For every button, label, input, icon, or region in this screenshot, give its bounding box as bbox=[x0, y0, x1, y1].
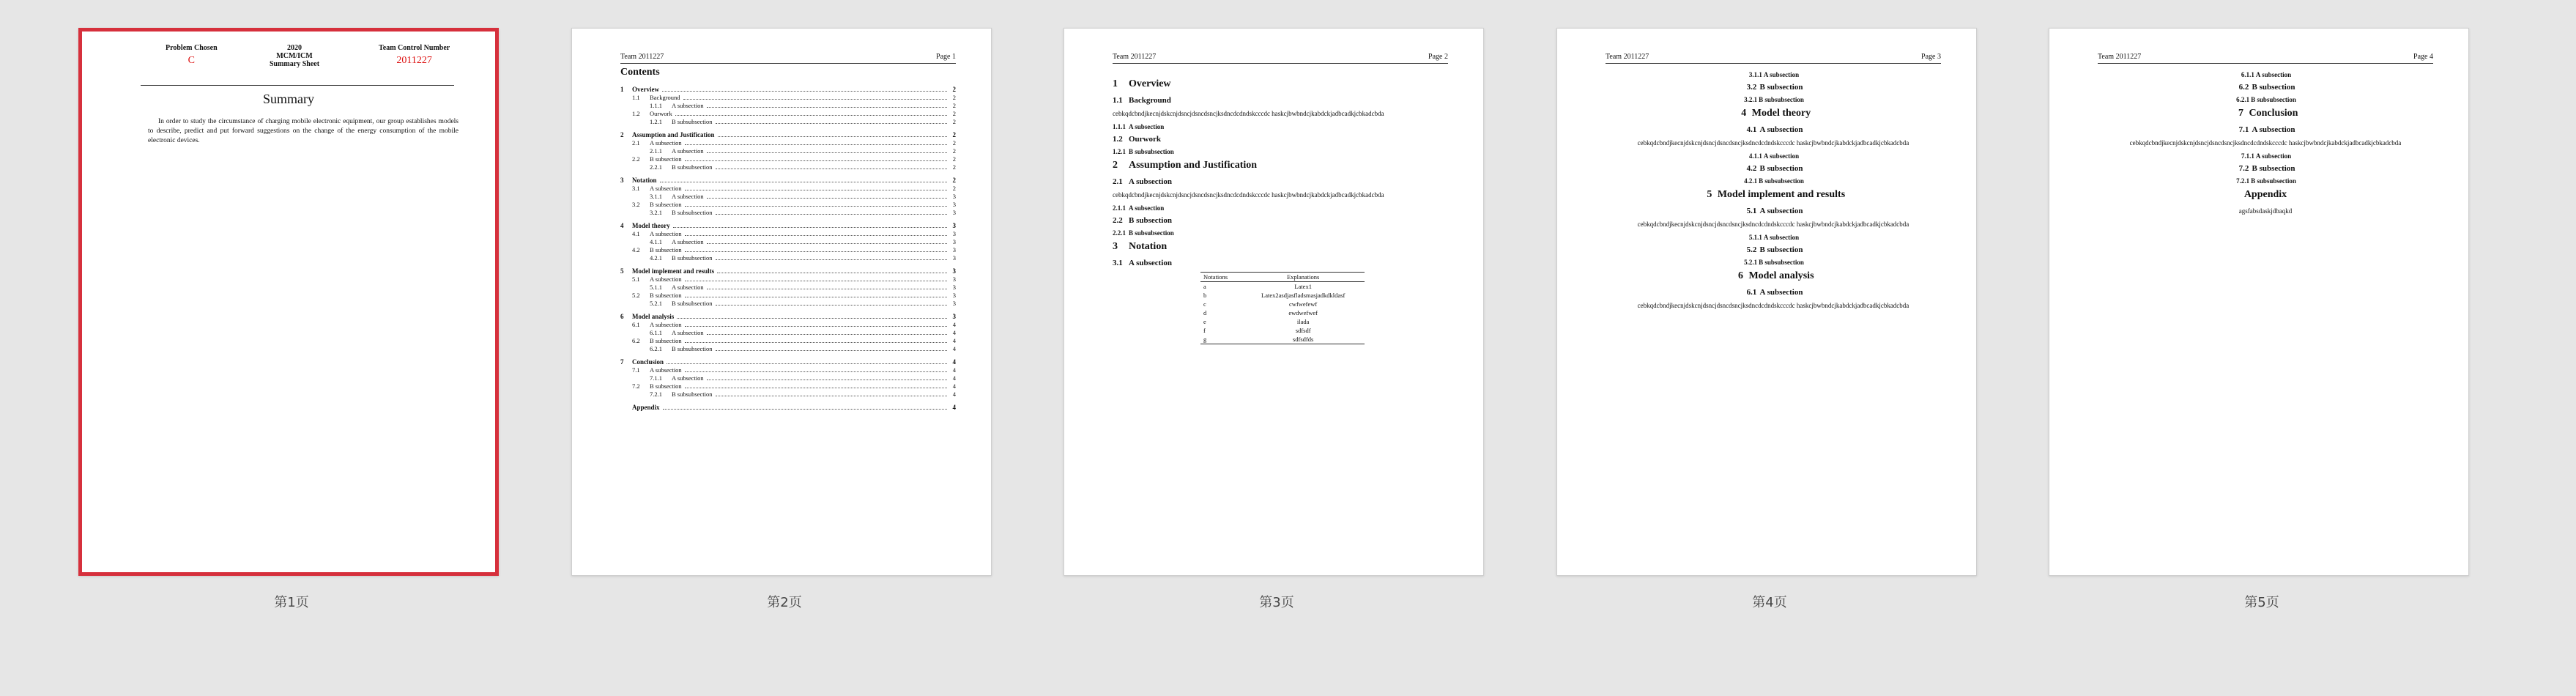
toc-section[interactable] bbox=[620, 404, 956, 412]
toc-leader-dots bbox=[707, 329, 947, 335]
notation-row bbox=[1200, 317, 1365, 326]
team-control-label: Team Control Number bbox=[379, 44, 450, 52]
toc-subsection[interactable] bbox=[620, 139, 956, 147]
toc-subsection[interactable] bbox=[620, 185, 956, 193]
notation-symbol: d bbox=[1203, 309, 1207, 316]
notation-row bbox=[1200, 326, 1365, 335]
running-header-team: Team 2011227 bbox=[620, 53, 664, 61]
toc-leader-dots bbox=[716, 254, 948, 260]
toc-entry-page: 4 bbox=[952, 321, 956, 328]
toc-leader-dots bbox=[716, 209, 948, 215]
notation-explanation: Latex2asdjasfladsmasjadkdkldasf bbox=[1261, 292, 1345, 299]
notation-symbol: g bbox=[1200, 335, 1241, 344]
subsection-heading: 5.1 A subsection bbox=[1746, 207, 1803, 215]
toc-leader-dots bbox=[685, 292, 947, 297]
toc-entry-number: 7.1 bbox=[632, 366, 640, 374]
page-3 bbox=[1064, 28, 1484, 576]
toc-subsubsection[interactable] bbox=[620, 300, 956, 308]
toc-entry-number: 7.1.1 bbox=[650, 374, 662, 382]
toc-subsection[interactable] bbox=[620, 246, 956, 254]
toc-subsubsection[interactable] bbox=[620, 284, 956, 292]
toc-entry-page: 4 bbox=[952, 345, 956, 352]
subsection-heading: 1.1 Background bbox=[1113, 96, 1171, 105]
header-rule bbox=[141, 85, 454, 86]
toc-entry-title: B subsubsection bbox=[672, 345, 713, 352]
toc-entry-title: A subsection bbox=[672, 329, 704, 336]
toc-entry-title: Ourwork bbox=[650, 110, 672, 117]
toc-entry-title: A subsection bbox=[672, 238, 704, 245]
subsubsection-heading: 3.1.1 A subsection bbox=[1748, 71, 1800, 78]
page-thumbnail-3[interactable] bbox=[1064, 28, 1490, 610]
notation-symbol: f bbox=[1203, 327, 1206, 334]
toc-entry-page: 2 bbox=[952, 118, 956, 125]
subsubsection-heading: 3.2.1 B subsubsection bbox=[1744, 96, 1804, 103]
notation-symbol: b bbox=[1203, 292, 1207, 299]
toc-entry-page: 3 bbox=[952, 275, 956, 283]
page-caption: 第3页 bbox=[1259, 595, 1294, 610]
toc-entry-number: 1.2.1 bbox=[650, 118, 662, 125]
toc-entry-number: 5.1 bbox=[632, 275, 640, 283]
toc-entry-page: 4 bbox=[952, 337, 956, 344]
toc-entry-number: 3.2.1 bbox=[650, 209, 662, 216]
toc-entry-number: 4 bbox=[620, 222, 624, 229]
toc-leader-dots bbox=[685, 185, 947, 190]
toc-subsection[interactable] bbox=[620, 201, 956, 209]
toc-entry-page: 2 bbox=[952, 155, 956, 163]
toc-subsection[interactable] bbox=[620, 275, 956, 284]
subsection-heading: 6.2 B subsection bbox=[2238, 83, 2295, 92]
subsection-heading: 2.2 B subsection bbox=[1113, 216, 1172, 225]
toc-entry-number: 1.1.1 bbox=[650, 102, 662, 109]
toc-entry-page: 3 bbox=[952, 246, 956, 253]
toc-leader-dots bbox=[675, 110, 947, 116]
toc-subsection[interactable] bbox=[620, 337, 956, 345]
toc-leader-dots bbox=[673, 222, 947, 228]
page-caption: 第5页 bbox=[2244, 595, 2279, 610]
subsection-heading: 4.2 B subsection bbox=[1746, 164, 1803, 173]
running-header-team: Team 2011227 bbox=[2098, 53, 2142, 61]
toc-entry-title: B subsection bbox=[650, 155, 682, 163]
toc-leader-dots bbox=[707, 147, 947, 153]
toc-leader-dots bbox=[716, 390, 948, 396]
running-header bbox=[1606, 53, 1941, 64]
toc-entry-title: B subsubsection bbox=[672, 209, 713, 216]
body-paragraph: cebkqdcbndjkecnjdskcnjdsncjdsncdsncjksdncdcdndskcccdc haskcjbwbndcjkabdckjadbcadkjcbkadcbda bbox=[1113, 191, 1384, 199]
subsection-heading: 3.1 A subsection bbox=[1113, 259, 1172, 267]
toc-entry-title: Overview bbox=[632, 86, 659, 93]
toc-leader-dots bbox=[667, 358, 947, 364]
toc-entry-page: 3 bbox=[952, 238, 956, 245]
toc-entry-title: B subsubsection bbox=[672, 300, 713, 307]
toc-entry-page: 2 bbox=[952, 94, 956, 101]
toc-entry-title: A subsection bbox=[672, 193, 704, 200]
toc-leader-dots bbox=[716, 118, 948, 124]
toc-entry-number: 4.2.1 bbox=[650, 254, 662, 262]
toc-entry-title: Model theory bbox=[632, 222, 670, 229]
toc-leader-dots bbox=[685, 246, 947, 252]
toc-section[interactable] bbox=[620, 86, 956, 94]
notation-explanation: sdfsdfds bbox=[1241, 335, 1365, 344]
toc-entry-title: A subsection bbox=[650, 321, 682, 328]
subsection-heading: 2.1 A subsection bbox=[1113, 177, 1172, 186]
toc-entry-page: 3 bbox=[952, 267, 956, 275]
subsubsection-heading: 6.1.1 A subsection bbox=[2241, 71, 2292, 78]
toc-entry-page: 2 bbox=[952, 163, 956, 171]
toc-entry-title: B subsection bbox=[650, 246, 682, 253]
toc-section[interactable] bbox=[620, 222, 956, 230]
toc-entry-number: 5.2 bbox=[632, 292, 640, 299]
toc-entry-title: Conclusion bbox=[632, 358, 664, 366]
section-heading: 4 Model theory bbox=[1741, 108, 1811, 119]
toc-entry-page: 4 bbox=[952, 358, 956, 366]
toc-leader-dots bbox=[716, 300, 948, 306]
toc-entry-page: 2 bbox=[952, 177, 956, 184]
toc-section[interactable] bbox=[620, 358, 956, 366]
subsection-heading: 5.2 B subsection bbox=[1746, 245, 1803, 254]
toc-entry-page: 4 bbox=[952, 374, 956, 382]
subsubsection-heading: 2.1.1 A subsection bbox=[1113, 204, 1165, 212]
toc-section[interactable] bbox=[620, 313, 956, 321]
toc-subsubsection[interactable] bbox=[620, 163, 956, 171]
toc-entry-number: 2 bbox=[620, 131, 624, 138]
toc-entry-page: 3 bbox=[952, 230, 956, 237]
toc-entry-title: B subsubsection bbox=[672, 118, 713, 125]
problem-chosen-value: C bbox=[188, 55, 195, 66]
toc-subsubsection[interactable] bbox=[620, 238, 956, 246]
subsubsection-heading: 1.1.1 A subsection bbox=[1113, 123, 1165, 130]
notation-table bbox=[1200, 272, 1365, 344]
toc-leader-dots bbox=[660, 177, 948, 182]
toc-entry-number: 3 bbox=[620, 177, 624, 184]
toc-entry-number: 7.2 bbox=[632, 382, 640, 390]
toc-entry-page: 3 bbox=[952, 193, 956, 200]
toc-entry-title: B subsubsection bbox=[672, 254, 713, 262]
toc-entry-page: 4 bbox=[952, 404, 956, 411]
toc-entry-title: B subsection bbox=[650, 382, 682, 390]
toc-entry-title: Model analysis bbox=[632, 313, 675, 320]
contest-year: 2020 bbox=[287, 44, 302, 52]
subsubsection-heading: 4.1.1 A subsection bbox=[1748, 152, 1800, 160]
toc-entry-number: 6.1.1 bbox=[650, 329, 662, 336]
toc-leader-dots bbox=[718, 131, 947, 137]
explanation-header: Explanations bbox=[1241, 273, 1365, 282]
toc-leader-dots bbox=[685, 155, 947, 161]
notation-explanation: cwfwefewf bbox=[1289, 300, 1318, 308]
toc-leader-dots bbox=[707, 193, 947, 199]
page-5 bbox=[2049, 28, 2469, 576]
toc-entry-number: 3.2 bbox=[632, 201, 640, 208]
toc-subsection[interactable] bbox=[620, 155, 956, 163]
toc-leader-dots bbox=[685, 139, 947, 145]
toc-subsection[interactable] bbox=[620, 292, 956, 300]
toc-leader-dots bbox=[707, 284, 947, 289]
section-heading: 1 Overview bbox=[1113, 78, 1171, 89]
toc-entry-page: 2 bbox=[952, 147, 956, 155]
section-heading: 2 Assumption and Justification bbox=[1113, 160, 1258, 171]
running-header-page: Page 2 bbox=[1428, 53, 1448, 61]
toc-entry-page: 3 bbox=[952, 300, 956, 307]
toc-subsubsection[interactable] bbox=[620, 345, 956, 353]
toc-entry-number: 4.2 bbox=[632, 246, 640, 253]
notation-row bbox=[1200, 282, 1365, 292]
toc-entry-title: A subsection bbox=[650, 366, 682, 374]
toc-entry-page: 3 bbox=[952, 292, 956, 299]
notation-row bbox=[1200, 308, 1365, 317]
toc-leader-dots bbox=[685, 275, 947, 281]
toc-section[interactable] bbox=[620, 131, 956, 139]
toc-entry-page: 2 bbox=[952, 185, 956, 192]
toc-leader-dots bbox=[663, 404, 947, 410]
toc-entry-title: B subsection bbox=[650, 201, 682, 208]
toc-entry-number: 5.1.1 bbox=[650, 284, 662, 291]
toc-leader-dots bbox=[707, 102, 947, 108]
toc-leader-dots bbox=[717, 267, 947, 273]
toc-leader-dots bbox=[685, 366, 947, 372]
subsection-heading: 7.1 A subsection bbox=[2238, 125, 2295, 134]
toc-entry-title: Background bbox=[650, 94, 680, 101]
toc-entry-number bbox=[620, 404, 632, 412]
body-paragraph: cebkqdcbndjkecnjdskcnjdsncjdsncdsncjksdncdcdndskcccdc haskcjbwbndcjkabdckjadbcadkjcbkadcbda bbox=[1113, 110, 1384, 117]
toc-subsubsection[interactable] bbox=[620, 102, 956, 110]
notation-explanation: ewdwefwef bbox=[1288, 309, 1318, 316]
toc-subsubsection[interactable] bbox=[620, 329, 956, 337]
page-thumbnail-4[interactable] bbox=[1556, 28, 1983, 610]
toc-entry-number: 5 bbox=[620, 267, 624, 275]
toc-entry-page: 4 bbox=[952, 382, 956, 390]
subsection-heading: 4.1 A subsection bbox=[1746, 125, 1803, 134]
section-heading: 5 Model implement and results bbox=[1707, 189, 1846, 200]
summary-text: In order to study the circumstance of charging mobile electronic equipment, our group establishes models to describe, predict and put forward suggestions on the change of the energy consumption of the mobile electronic devices. bbox=[148, 118, 459, 144]
toc-entry-number: 4.1.1 bbox=[650, 238, 662, 245]
summary-title: Summary bbox=[263, 92, 314, 106]
toc-leader-dots bbox=[707, 238, 947, 244]
notation-row bbox=[1200, 291, 1365, 300]
notation-row bbox=[1200, 300, 1365, 308]
toc-subsection[interactable] bbox=[620, 366, 956, 374]
toc-entry-page: 4 bbox=[952, 390, 956, 398]
toc-subsubsection[interactable] bbox=[620, 374, 956, 382]
toc-leader-dots bbox=[716, 345, 948, 351]
toc-entry-number: 6.2.1 bbox=[650, 345, 662, 352]
subsection-heading: 3.2 B subsection bbox=[1746, 83, 1803, 92]
sheet-name: Summary Sheet bbox=[269, 60, 320, 68]
toc-entry-title: B subsubsection bbox=[672, 390, 713, 398]
toc-entry-title: A subsection bbox=[672, 284, 704, 291]
toc-subsubsection[interactable] bbox=[620, 147, 956, 155]
summary-sheet-header bbox=[119, 44, 459, 88]
toc-entry-title: A subsection bbox=[650, 185, 682, 192]
subsubsection-heading: 1.2.1 B subsubsection bbox=[1113, 148, 1174, 155]
toc-entry-title: A subsection bbox=[650, 230, 682, 237]
toc-entry-title: Assumption and Justification bbox=[632, 131, 715, 138]
subsubsection-heading: 7.2.1 B subsubsection bbox=[2236, 177, 2296, 185]
toc-entry-number: 3.1.1 bbox=[650, 193, 662, 200]
toc-entry-number: 2.2.1 bbox=[650, 163, 662, 171]
toc-entry-page: 3 bbox=[952, 254, 956, 262]
toc-entry-number: 1 bbox=[620, 86, 624, 93]
notation-row bbox=[1200, 335, 1365, 344]
toc-subsection[interactable] bbox=[620, 94, 956, 102]
subsubsection-heading: 2.2.1 B subsubsection bbox=[1113, 229, 1174, 237]
toc-section[interactable] bbox=[620, 267, 956, 275]
toc-entry-title: A subsection bbox=[650, 139, 682, 147]
page-thumbnail-2[interactable] bbox=[571, 28, 998, 610]
notation-explanation: sdfsdf bbox=[1295, 327, 1311, 334]
notation-header: Notations bbox=[1200, 273, 1241, 282]
page-thumbnail-1[interactable] bbox=[78, 28, 505, 610]
toc-subsubsection[interactable] bbox=[620, 193, 956, 201]
toc-entry-page: 3 bbox=[952, 201, 956, 208]
toc-entry-number: 3.1 bbox=[632, 185, 640, 192]
toc-subsection[interactable] bbox=[620, 230, 956, 238]
contest-name: MCM/ICM bbox=[276, 52, 313, 60]
toc-leader-dots bbox=[716, 163, 948, 169]
toc-entry-page: 3 bbox=[952, 209, 956, 216]
notation-explanation: ilada bbox=[1296, 318, 1310, 325]
toc-entry-title: B subsection bbox=[650, 292, 682, 299]
toc-entry-number: 5.2.1 bbox=[650, 300, 662, 307]
notation-symbol: c bbox=[1203, 300, 1206, 308]
toc-subsubsection[interactable] bbox=[620, 254, 956, 262]
toc-title: Contents bbox=[620, 67, 660, 78]
subsection-heading: 6.1 A subsection bbox=[1746, 288, 1803, 297]
running-header-team: Team 2011227 bbox=[1113, 53, 1157, 61]
toc-entry-page: 2 bbox=[952, 139, 956, 147]
toc-entry-number: 2.1 bbox=[632, 139, 640, 147]
toc-leader-dots bbox=[685, 321, 947, 327]
running-header-team: Team 2011227 bbox=[1606, 53, 1649, 61]
running-header bbox=[2098, 53, 2433, 64]
toc-entry-number: 7 bbox=[620, 358, 624, 366]
subsubsection-heading: 7.1.1 A subsection bbox=[2241, 152, 2292, 160]
subsection-heading: 7.2 B subsection bbox=[2238, 164, 2295, 173]
subsection-heading: 1.2 Ourwork bbox=[1113, 135, 1161, 144]
toc-entry-page: 2 bbox=[952, 131, 956, 138]
page-caption: 第1页 bbox=[274, 595, 309, 610]
toc-entry-number: 4.1 bbox=[632, 230, 640, 237]
page-thumbnail-5[interactable] bbox=[2049, 28, 2475, 610]
toc-leader-dots bbox=[707, 374, 947, 380]
toc-entry-title: A subsection bbox=[650, 275, 682, 283]
notation-explanation: Latex1 bbox=[1294, 283, 1312, 290]
subsubsection-heading: 5.1.1 A subsection bbox=[1748, 234, 1800, 241]
toc-entry-title: A subsection bbox=[672, 147, 704, 155]
toc-entry-title: B subsection bbox=[650, 337, 682, 344]
toc-entry-page: 3 bbox=[952, 284, 956, 291]
section-heading: 6 Model analysis bbox=[1737, 270, 1814, 281]
toc-entry-title: Model implement and results bbox=[632, 267, 715, 275]
toc-subsubsection[interactable] bbox=[620, 390, 956, 399]
section-heading: 3 Notation bbox=[1113, 241, 1168, 252]
toc-list bbox=[620, 86, 956, 412]
toc-entry-title: Notation bbox=[632, 177, 657, 184]
problem-chosen-label: Problem Chosen bbox=[166, 44, 218, 52]
notation-symbol: a bbox=[1203, 283, 1206, 290]
toc-leader-dots bbox=[662, 86, 947, 92]
toc-entry-title: A subsection bbox=[672, 102, 704, 109]
toc-entry-page: 2 bbox=[952, 102, 956, 109]
appendix-text: agsfabsdaskjdbaqkd bbox=[2238, 207, 2293, 215]
body-paragraph: cebkqdcbndjkecnjdskcnjdsncjdsncdsncjksdncdcdndskcccdc haskcjbwbndcjkabdckjadbcadkjcbkadcbda bbox=[2129, 139, 2402, 147]
toc-entry-number: 2.1.1 bbox=[650, 147, 662, 155]
toc-subsubsection[interactable] bbox=[620, 209, 956, 217]
notation-symbol: e bbox=[1203, 318, 1206, 325]
section-heading: 7 Conclusion bbox=[2238, 108, 2298, 119]
toc-entry-page: 4 bbox=[952, 329, 956, 336]
toc-entry-page: 4 bbox=[952, 366, 956, 374]
page-caption: 第2页 bbox=[767, 595, 802, 610]
toc-entry-number: 1.2 bbox=[632, 110, 640, 117]
toc-leader-dots bbox=[683, 94, 947, 100]
running-header-page: Page 3 bbox=[1921, 53, 1941, 61]
team-control-value: 2011227 bbox=[396, 55, 432, 66]
toc-entry-page: 3 bbox=[952, 222, 956, 229]
toc-entry-title: Appendix bbox=[632, 404, 660, 411]
toc-entry-number: 1.1 bbox=[632, 94, 640, 101]
toc-entry-title: A subsection bbox=[672, 374, 704, 382]
page-4 bbox=[1556, 28, 1977, 576]
page-1 bbox=[78, 28, 499, 576]
toc-entry-page: 2 bbox=[952, 110, 956, 117]
subsubsection-heading: 5.2.1 B subsubsection bbox=[1744, 259, 1804, 266]
toc-entry-number: 6.2 bbox=[632, 337, 640, 344]
page-2 bbox=[571, 28, 992, 576]
subsubsection-heading: 6.2.1 B subsubsection bbox=[2236, 96, 2296, 103]
body-paragraph: cebkqdcbndjkecnjdskcnjdsncjdsncdsncjksdncdcdndskcccdc haskcjbwbndcjkabdckjadbcadkjcbkadcbda bbox=[1637, 139, 1909, 147]
toc-subsection[interactable] bbox=[620, 321, 956, 329]
toc-entry-number: 6 bbox=[620, 313, 624, 320]
subsubsection-heading: 4.2.1 B subsubsection bbox=[1744, 177, 1804, 185]
toc-section[interactable] bbox=[620, 177, 956, 185]
toc-entry-number: 7.2.1 bbox=[650, 390, 662, 398]
toc-entry-title: B subsubsection bbox=[672, 163, 713, 171]
toc-leader-dots bbox=[677, 313, 947, 319]
toc-subsection[interactable] bbox=[620, 110, 956, 118]
body-paragraph: cebkqdcbndjkecnjdskcnjdsncjdsncdsncjksdncdcdndskcccdc haskcjbwbndcjkabdckjadbcadkjcbkadcbda bbox=[1637, 302, 1909, 309]
toc-entry-number: 6.1 bbox=[632, 321, 640, 328]
toc-leader-dots bbox=[685, 337, 947, 343]
toc-leader-dots bbox=[685, 230, 947, 236]
toc-entry-number: 2.2 bbox=[632, 155, 640, 163]
toc-entry-page: 2 bbox=[952, 86, 956, 93]
running-header-page: Page 4 bbox=[2413, 53, 2433, 61]
toc-leader-dots bbox=[685, 382, 947, 388]
running-header bbox=[1113, 53, 1448, 64]
body-paragraph: cebkqdcbndjkecnjdskcnjdsncjdsncdsncjksdncdcdndskcccdc haskcjbwbndcjkabdckjadbcadkjcbkadcbda bbox=[1637, 221, 1909, 228]
running-header-page: Page 1 bbox=[936, 53, 956, 61]
appendix-heading: Appendix bbox=[2243, 189, 2287, 200]
page-caption: 第4页 bbox=[1752, 595, 1787, 610]
toc-entry-page: 3 bbox=[952, 313, 956, 320]
toc-subsection[interactable] bbox=[620, 382, 956, 390]
toc-subsubsection[interactable] bbox=[620, 118, 956, 126]
toc-leader-dots bbox=[685, 201, 947, 207]
